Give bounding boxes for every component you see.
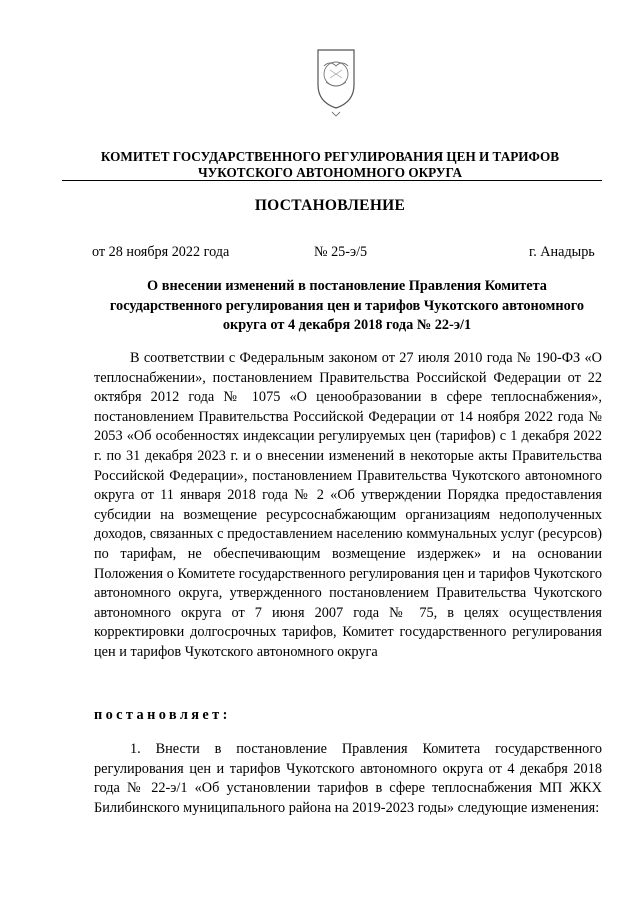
header-divider xyxy=(62,180,602,181)
resolve-word: постановляет: xyxy=(94,707,231,723)
preamble-paragraph: В соответствии с Федеральным законом от 27 июля 2010 года № 190-ФЗ «О теплоснабжении», постановлением Правительства Российской Федерации от 22 октября 2012 года № 1075 «О ценообразовании в сфере теплоснабжения», постановлением Правительства Российской Федерации от 14 ноября 2022 года № 2053 «Об особенностях индексации регулируемых цен (тарифов) с 1 декабря 2022 г. по 31 декабря 2023 г. и о внесении изменений в некоторые акты Правительства Российской Федерации», постановлением Правительства Чукотского автономного округа от 11 января 2018 года № 2 «Об утверждении Порядка предоставления субсидии на возмещение ресурсоснабжающим организациям недополученных доходов, связанных с предоставлением населению коммунальных услуг (ресурсов) по тарифам, не обеспечивающим возмещение издержек» и на основании Положения о Комитете государственного регулирования цен и тарифов Чукотского автономного округа, утвержденного постановлением Правительства Чукотского автономного округа от 7 июня 2007 года № 75, в целях осуществления корректировки долгосрочных тарифов, Комитет государственного регулирования цен и тарифов Чукотского автономного округа xyxy=(94,350,602,660)
resolution-item-1: 1. Внести в постановление Правления Комитета государственного регулирования цен и тарифов Чукотского автономного округа от 4 декабря 2018 года № 22-э/1 «Об установлении тарифов в сфере теплоснабжения МП ЖКХ Билибинского муниципального района на 2019-2023 годы» следующие изменения: xyxy=(94,741,602,816)
organization-line-1: КОМИТЕТ ГОСУДАРСТВЕННОГО РЕГУЛИРОВАНИЯ ЦЕН И ТАРИФОВ xyxy=(100,149,560,164)
document-city: г. Анадырь xyxy=(529,244,595,260)
document-subject: О внесении изменений в постановление Правления Комитета государственного регулирования цен и тарифов Чукотского автономного округа от 4 декабря 2018 года № 22-э/1 xyxy=(109,278,585,333)
document-number: № 25-э/5 xyxy=(314,244,368,260)
coat-of-arms-icon xyxy=(302,30,370,118)
document-date: от 28 ноября 2022 года xyxy=(92,244,230,260)
organization-name xyxy=(60,149,600,180)
document-type: ПОСТАНОВЛЕНИЕ xyxy=(254,197,406,214)
organization-line-2: ЧУКОТСКОГО АВТОНОМНОГО ОКРУГА xyxy=(197,164,463,180)
